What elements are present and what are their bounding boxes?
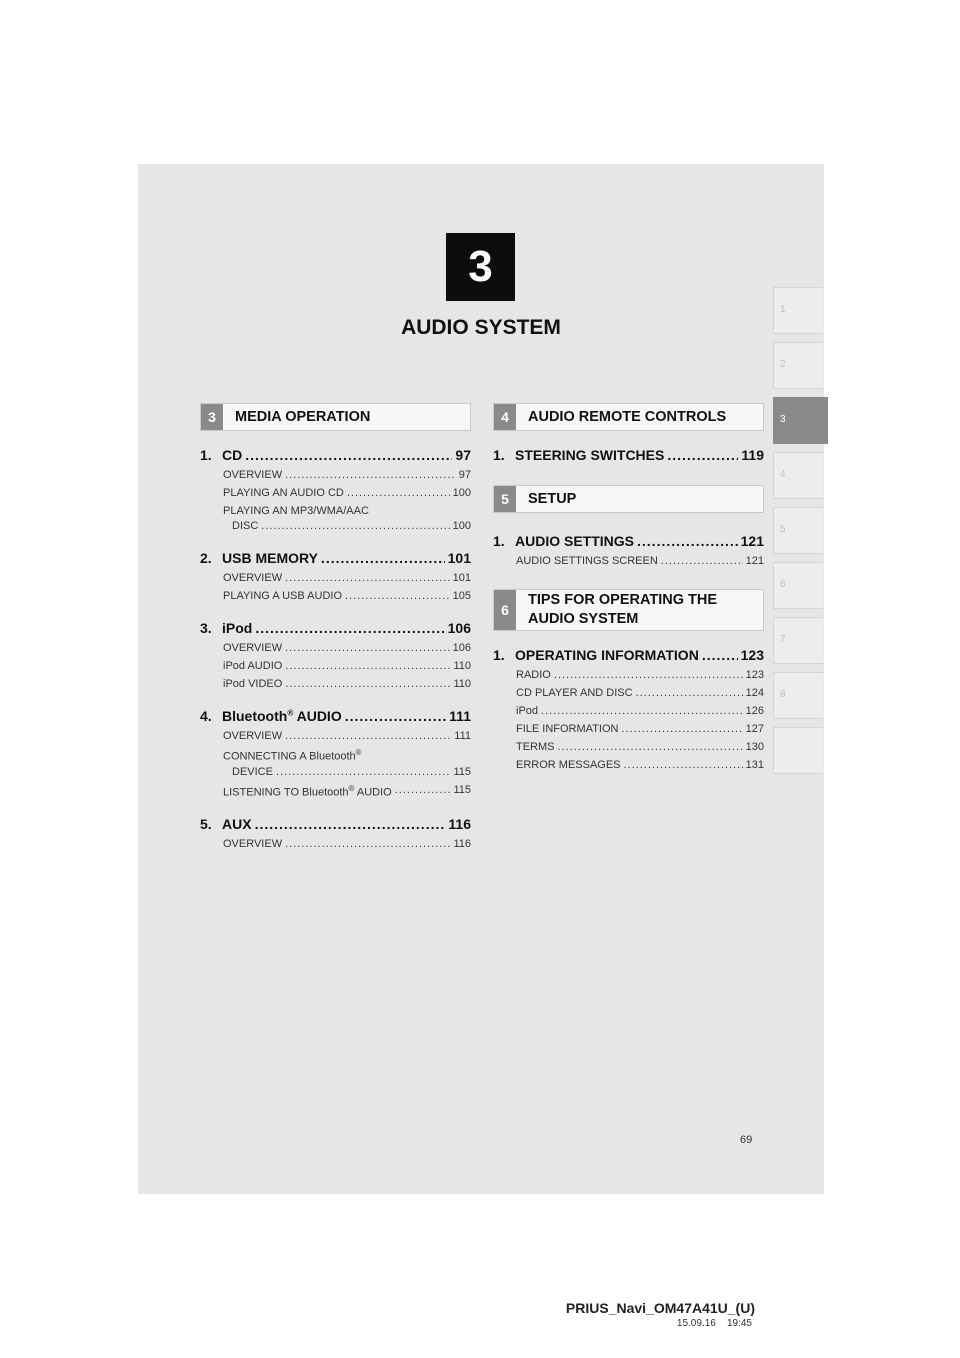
tab-label: 1 <box>780 304 786 315</box>
dot-leader <box>276 766 450 778</box>
subentry-title <box>223 784 392 799</box>
subentry-page: 131 <box>745 759 764 771</box>
subentry-title: OVERVIEW <box>223 730 283 742</box>
dot-leader <box>558 741 743 753</box>
subentry-page: 124 <box>745 687 764 699</box>
dot-leader <box>255 620 444 636</box>
subentry-page: 116 <box>453 838 471 851</box>
tab-label: 4 <box>780 469 786 480</box>
section-number: 3 <box>201 404 223 430</box>
section-number: 6 <box>494 590 516 630</box>
toc-entry-aux[interactable] <box>200 816 471 832</box>
entry-title: OPERATING INFORMATION <box>515 647 699 663</box>
subentry-page: 115 <box>453 765 471 778</box>
footer-date: 15.09.16 <box>676 1318 716 1329</box>
toc-entry-bluetooth-audio[interactable] <box>200 708 471 724</box>
footer-time: 19:45 <box>726 1318 752 1329</box>
section-header-audio-remote-controls <box>493 403 764 431</box>
section-header-setup <box>493 485 764 513</box>
tab-label: 8 <box>780 689 786 700</box>
entry-page: 116 <box>448 816 471 833</box>
chapter-number-box: 3 <box>446 233 515 301</box>
toc-subentry[interactable] <box>223 590 471 602</box>
entry-number: 1. <box>493 533 505 549</box>
dot-leader <box>636 687 743 699</box>
subentry-title: TERMS <box>516 741 555 753</box>
entry-page: 106 <box>447 620 471 636</box>
subentry-title: AUDIO SETTINGS SCREEN <box>516 555 658 567</box>
toc-subentry[interactable] <box>516 759 764 771</box>
toc-subentry[interactable] <box>223 748 471 778</box>
entry-title-part: AUDIO <box>293 708 342 724</box>
subentry-title-cont: DISC <box>232 520 259 532</box>
subentry-title: iPod AUDIO <box>223 660 283 672</box>
entry-number: 2. <box>200 550 212 566</box>
entry-title: STEERING SWITCHES <box>515 447 665 463</box>
dot-leader <box>624 759 743 771</box>
entry-page: 119 <box>741 447 764 463</box>
toc-subentry[interactable] <box>223 469 471 481</box>
entry-page: 123 <box>740 647 764 663</box>
tab-label: 5 <box>780 524 786 535</box>
registered-mark: ® <box>355 748 362 757</box>
entry-number: 4. <box>200 708 212 724</box>
side-tab-1[interactable] <box>773 287 823 334</box>
toc-entry-cd[interactable] <box>200 447 471 463</box>
toc-entry-audio-settings[interactable] <box>493 533 764 549</box>
section-title-line: TIPS FOR OPERATING THE <box>528 592 718 608</box>
dot-leader <box>245 447 452 463</box>
dot-leader <box>261 520 449 532</box>
toc-entry-operating-information[interactable] <box>493 647 764 663</box>
dot-leader <box>285 838 450 850</box>
subentry-page: 101 <box>452 572 471 584</box>
subentry-title-part: LISTENING TO Bluetooth <box>223 786 349 799</box>
dot-leader <box>285 660 450 672</box>
footer-timestamp <box>0 1318 752 1329</box>
side-tabs <box>773 287 825 782</box>
entry-title: iPod <box>222 620 253 636</box>
entry-title-part: Bluetooth <box>222 708 288 724</box>
entry-title: CD <box>222 447 243 463</box>
subentry-page: 123 <box>745 669 764 681</box>
left-column <box>200 403 471 850</box>
dot-leader <box>321 550 445 566</box>
entry-title <box>222 708 342 724</box>
section-title: MEDIA OPERATION <box>235 409 371 425</box>
entry-page: 111 <box>449 708 471 724</box>
tab-label: 3 <box>780 414 786 425</box>
subentry-page: 106 <box>452 642 471 654</box>
section-header-media-operation <box>200 403 471 431</box>
side-tab-3[interactable] <box>773 397 828 444</box>
entry-title: USB MEMORY <box>222 550 318 566</box>
section-header-tips <box>493 589 764 631</box>
toc-subentry[interactable] <box>223 505 471 532</box>
dot-leader <box>285 469 456 481</box>
side-tab-blank <box>773 727 823 774</box>
dot-leader <box>554 669 743 681</box>
subentry-page: 105 <box>452 590 471 602</box>
registered-mark: ® <box>348 783 355 793</box>
toc-subentry[interactable] <box>516 669 764 681</box>
dot-leader <box>345 708 446 724</box>
toc-subentry[interactable] <box>223 487 471 499</box>
section-title <box>516 590 763 630</box>
toc-subentry[interactable] <box>223 838 471 850</box>
section-title-line: AUDIO SYSTEM <box>528 611 639 627</box>
dot-leader <box>285 730 451 742</box>
subentry-page: 110 <box>453 660 471 672</box>
toc-subentry[interactable] <box>223 660 471 672</box>
toc-subentry[interactable] <box>516 723 764 735</box>
entry-number: 1. <box>200 447 212 463</box>
toc-subentry[interactable] <box>516 687 764 699</box>
toc-subentry[interactable] <box>223 730 471 742</box>
section-title: SETUP <box>528 491 577 507</box>
side-tab-2[interactable] <box>773 342 823 389</box>
tab-label: 7 <box>780 634 786 645</box>
subentry-page: 97 <box>458 469 471 481</box>
toc-entry-ipod[interactable] <box>200 620 471 636</box>
subentry-title: iPod <box>516 705 539 717</box>
side-tab-5[interactable] <box>773 507 823 554</box>
registered-mark: ® <box>287 708 294 718</box>
dot-leader <box>347 487 450 499</box>
dot-leader <box>285 572 450 584</box>
side-tab-6[interactable] <box>773 562 823 609</box>
dot-leader <box>255 816 446 832</box>
subentry-page: 115 <box>453 783 471 796</box>
subentry-page: 100 <box>452 487 471 499</box>
subentry-title: OVERVIEW <box>223 572 283 584</box>
right-column <box>493 403 764 771</box>
subentry-page: 130 <box>745 741 764 753</box>
subentry-page: 127 <box>745 723 764 735</box>
page-number: 69 <box>740 1134 753 1146</box>
dot-leader <box>637 533 738 549</box>
subentry-title-part: CONNECTING A Bluetooth <box>223 750 356 763</box>
entry-number: 1. <box>493 447 505 463</box>
subentry-title: iPod VIDEO <box>223 678 283 690</box>
toc-subentry[interactable] <box>223 784 471 799</box>
toc-entry-usb-memory[interactable] <box>200 550 471 566</box>
tab-label: 6 <box>780 579 786 590</box>
subentry-page: 126 <box>745 705 764 717</box>
toc-entry-steering-switches[interactable] <box>493 447 764 463</box>
subentry-title: OVERVIEW <box>223 469 283 481</box>
subentry-title: OVERVIEW <box>223 838 283 851</box>
entry-page: 97 <box>455 447 471 463</box>
toc-subentry[interactable] <box>516 555 764 567</box>
toc-subentry[interactable] <box>223 678 471 690</box>
toc-subentry[interactable] <box>516 741 764 753</box>
section-title: AUDIO REMOTE CONTROLS <box>528 409 727 425</box>
entry-number: 3. <box>200 620 212 636</box>
section-number: 5 <box>494 486 516 512</box>
dot-leader <box>667 447 738 463</box>
subentry-title: CD PLAYER AND DISC <box>516 687 633 699</box>
subentry-page: 110 <box>453 678 471 690</box>
dot-leader <box>621 723 742 735</box>
subentry-page: 111 <box>454 730 471 742</box>
subentry-title <box>223 748 471 763</box>
subentry-title: PLAYING A USB AUDIO <box>223 590 343 602</box>
subentry-page: 121 <box>745 555 764 567</box>
side-tab-8[interactable] <box>773 672 823 719</box>
dot-leader <box>345 590 450 602</box>
chapter-title: AUDIO SYSTEM <box>401 316 561 339</box>
toc-subentry[interactable] <box>223 642 471 654</box>
entry-title: AUDIO SETTINGS <box>515 533 635 549</box>
entry-page: 101 <box>447 550 471 566</box>
section-number: 4 <box>494 404 516 430</box>
tab-label: 2 <box>780 359 786 370</box>
toc-subentry[interactable] <box>223 572 471 584</box>
subentry-title-part: AUDIO <box>354 786 392 799</box>
dot-leader <box>395 784 451 799</box>
subentry-title: PLAYING AN AUDIO CD <box>223 487 344 499</box>
subentry-title: ERROR MESSAGES <box>516 759 621 771</box>
side-tab-4[interactable] <box>773 452 823 499</box>
entry-page: 121 <box>740 533 764 549</box>
subentry-title: PLAYING AN MP3/WMA/AAC <box>223 505 369 517</box>
subentry-title: RADIO <box>516 669 551 681</box>
dot-leader <box>541 705 743 717</box>
subentry-title: OVERVIEW <box>223 642 283 654</box>
dot-leader <box>702 647 738 663</box>
subentry-title-cont: DEVICE <box>232 765 273 778</box>
entry-title: AUX <box>222 816 252 833</box>
entry-number: 5. <box>200 816 212 833</box>
side-tab-7[interactable] <box>773 617 823 664</box>
subentry-title: FILE INFORMATION <box>516 723 619 735</box>
dot-leader <box>285 678 450 690</box>
footer-document-id: PRIUS_Navi_OM47A41U_(U) <box>565 1300 755 1316</box>
subentry-page: 100 <box>452 520 471 532</box>
entry-number: 1. <box>493 647 505 663</box>
dot-leader <box>285 642 450 654</box>
toc-subentry[interactable] <box>516 705 764 717</box>
dot-leader <box>661 555 743 567</box>
